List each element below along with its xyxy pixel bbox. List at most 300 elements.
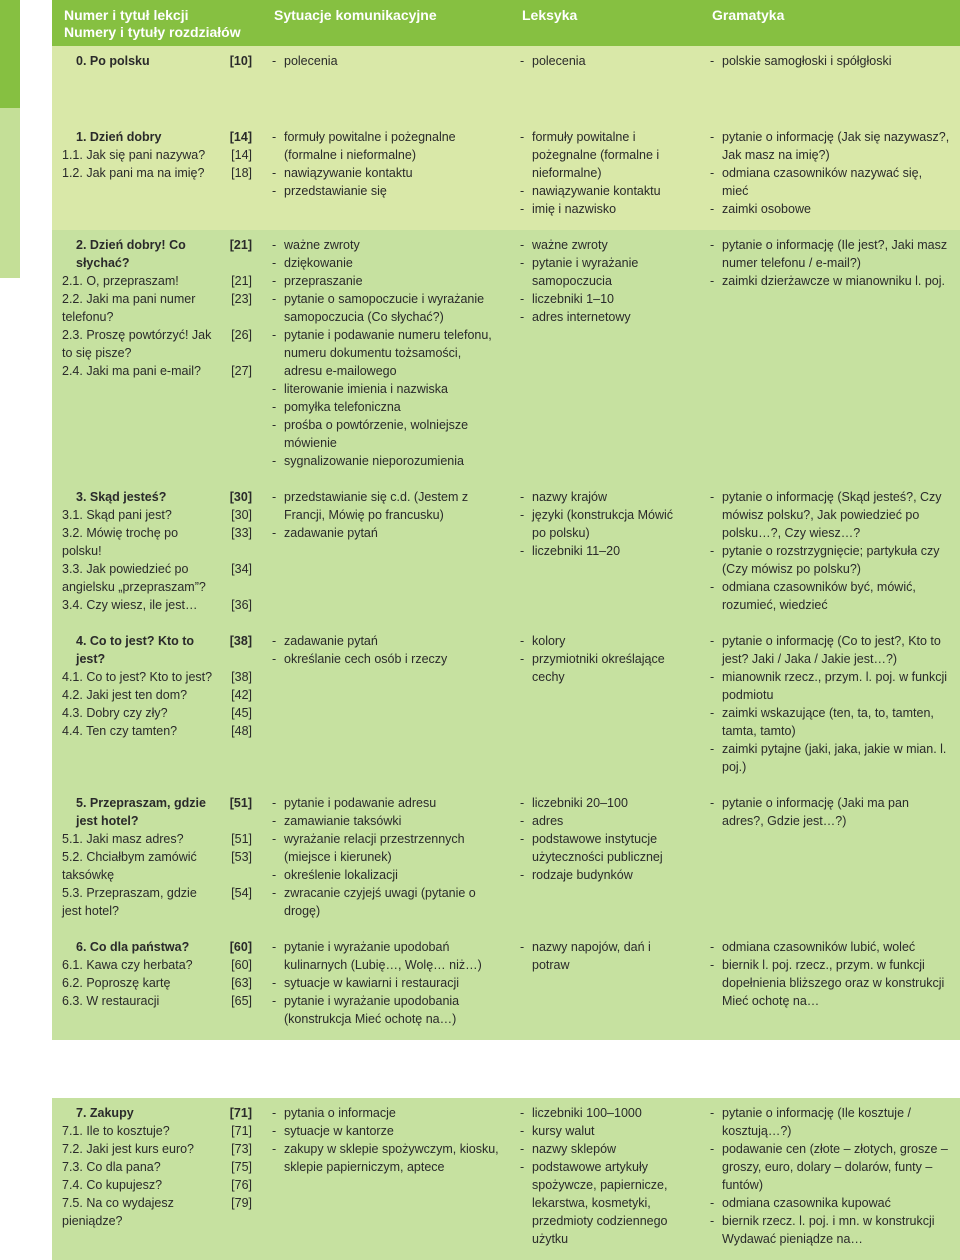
lesson-title: 4. Co to jest? Kto to jest? bbox=[76, 634, 195, 666]
lesson-title: 4.4. Ten czy tamten? bbox=[62, 724, 178, 738]
list-item-text: dziękowanie bbox=[284, 256, 353, 270]
bullet-dash: - bbox=[520, 490, 525, 504]
leksyka-cell bbox=[510, 932, 700, 1040]
lesson-entry bbox=[62, 1194, 252, 1230]
list-item-text: sytuacje w kantorze bbox=[284, 1124, 394, 1138]
list-item bbox=[272, 452, 500, 470]
bullet-dash: - bbox=[710, 238, 715, 252]
gramatyka-cell bbox=[700, 788, 960, 932]
table-row bbox=[52, 122, 960, 230]
list-item-text: mianownik rzecz., przym. l. poj. w funkcji podmiotu bbox=[722, 670, 948, 702]
lesson-page: [34] bbox=[231, 562, 252, 576]
lesson-title: 7. Zakupy bbox=[76, 1106, 134, 1120]
list-item bbox=[710, 632, 950, 668]
bullet-dash: - bbox=[272, 886, 277, 900]
list-item-text: pytanie i wyrażanie upodobania (konstrukcja Mieć ochotę na…) bbox=[284, 994, 460, 1026]
bullet-dash: - bbox=[272, 292, 277, 306]
list-item-text: biernik rzecz. l. poj. i mn. w konstrukcji Wydawać pieniądze na… bbox=[722, 1214, 935, 1246]
list-item-text: zaimki pytajne (jaki, jaka, jakie w mian. l. poj.) bbox=[722, 742, 947, 774]
list-item bbox=[272, 866, 500, 884]
list-item bbox=[710, 200, 950, 218]
list-item bbox=[710, 52, 950, 70]
lesson-page: [45] bbox=[231, 706, 252, 720]
lesson-page: [73] bbox=[231, 1142, 252, 1156]
table-row bbox=[52, 46, 960, 82]
list-item-text: odmiana czasowników nazywać się, mieć bbox=[722, 166, 923, 198]
list-item-text: polskie samogłoski i spółgłoski bbox=[722, 54, 892, 68]
list-item bbox=[520, 866, 690, 884]
bullet-dash: - bbox=[520, 508, 525, 522]
bullet-dash: - bbox=[520, 1106, 525, 1120]
lesson-entry bbox=[62, 164, 252, 182]
bullet-dash: - bbox=[272, 1124, 277, 1138]
list-item-text: liczebniki 20–100 bbox=[532, 796, 628, 810]
lessons-cell bbox=[52, 122, 262, 230]
list-item bbox=[520, 1158, 690, 1248]
leksyka-cell bbox=[510, 230, 700, 482]
bullet-dash: - bbox=[710, 274, 715, 288]
lesson-page: [75] bbox=[231, 1160, 252, 1174]
table-row bbox=[52, 230, 960, 482]
lesson-page: [36] bbox=[231, 598, 252, 612]
list-item bbox=[710, 1104, 950, 1140]
list-item bbox=[272, 272, 500, 290]
list-item-text: podstawowe instytucje użyteczności publicznej bbox=[532, 832, 663, 864]
list-item bbox=[520, 650, 690, 686]
lesson-page: [42] bbox=[231, 688, 252, 702]
list-item-text: kolory bbox=[532, 634, 566, 648]
header-lexis: Leksyka bbox=[510, 0, 700, 46]
lesson-entry bbox=[62, 1158, 252, 1176]
list-item-text: kursy walut bbox=[532, 1124, 595, 1138]
bullet-dash: - bbox=[272, 166, 277, 180]
spacer-cell bbox=[52, 82, 262, 122]
list-item bbox=[272, 632, 500, 650]
gramatyka-cell bbox=[700, 626, 960, 788]
gramatyka-cell bbox=[700, 230, 960, 482]
lesson-title: 3.1. Skąd pani jest? bbox=[62, 508, 172, 522]
bullet-dash: - bbox=[520, 292, 525, 306]
sytuacje-cell bbox=[262, 122, 510, 230]
list-item bbox=[272, 650, 500, 668]
lesson-title: 4.3. Dobry czy zły? bbox=[62, 706, 168, 720]
list-item-text: przymiotniki określające cechy bbox=[532, 652, 665, 684]
lesson-page: [79] bbox=[231, 1196, 252, 1210]
bullet-dash: - bbox=[710, 796, 715, 810]
lessons-cell bbox=[52, 932, 262, 1040]
bullet-dash: - bbox=[272, 526, 277, 540]
gramatyka-cell bbox=[700, 1098, 960, 1260]
bullet-dash: - bbox=[272, 796, 277, 810]
bullet-dash: - bbox=[272, 868, 277, 882]
spacer-cell bbox=[700, 82, 960, 122]
list-item bbox=[272, 974, 500, 992]
leksyka-cell bbox=[510, 122, 700, 230]
list-item-text: odmiana czasownika kupować bbox=[722, 1196, 891, 1210]
sytuacje-cell bbox=[262, 482, 510, 626]
list-item-text: pytanie i podawanie numeru telefonu, numeru dokumentu tożsamości, adresu e-mailowego bbox=[284, 328, 492, 378]
lesson-page: [53] bbox=[231, 850, 252, 864]
bullet-dash: - bbox=[272, 994, 277, 1008]
list-item bbox=[520, 200, 690, 218]
list-item bbox=[272, 290, 500, 326]
list-item-text: zaimki dzierżawcze w mianowniku l. poj. bbox=[722, 274, 945, 288]
lesson-page: [76] bbox=[231, 1178, 252, 1192]
bullet-dash: - bbox=[520, 184, 525, 198]
list-item-text: liczebniki 11–20 bbox=[532, 544, 621, 558]
list-item bbox=[520, 290, 690, 308]
bullet-dash: - bbox=[272, 328, 277, 342]
bullet-dash: - bbox=[710, 544, 715, 558]
lesson-title: 1. Dzień dobry bbox=[76, 130, 162, 144]
header-situations: Sytuacje komunikacyjne bbox=[262, 0, 510, 46]
bullet-dash: - bbox=[520, 868, 525, 882]
lesson-page: [23] bbox=[231, 292, 252, 306]
lesson-page: [48] bbox=[231, 724, 252, 738]
list-item-text: odmiana czasowników lubić, woleć bbox=[722, 940, 916, 954]
bullet-dash: - bbox=[272, 382, 277, 396]
lesson-title: 1.2. Jak pani ma na imię? bbox=[62, 166, 205, 180]
list-item bbox=[272, 830, 500, 866]
bullet-dash: - bbox=[272, 832, 277, 846]
bullet-dash: - bbox=[710, 166, 715, 180]
leksyka-cell bbox=[510, 788, 700, 932]
list-item bbox=[710, 164, 950, 200]
list-item-text: pytanie o informację (Ile jest?, Jaki masz numer telefonu / e-mail?) bbox=[722, 238, 948, 270]
lesson-page: [14] bbox=[231, 148, 252, 162]
bullet-dash: - bbox=[520, 256, 525, 270]
gramatyka-cell bbox=[700, 932, 960, 1040]
list-item-text: nazwy napojów, dań i potraw bbox=[532, 940, 651, 972]
lesson-entry bbox=[62, 830, 252, 848]
row-spacer bbox=[52, 82, 960, 122]
bullet-dash: - bbox=[710, 1106, 715, 1120]
list-item-text: adres internetowy bbox=[532, 310, 631, 324]
bullet-dash: - bbox=[520, 1124, 525, 1138]
lesson-entry bbox=[62, 596, 252, 614]
table-row bbox=[52, 788, 960, 932]
spacer-cell bbox=[510, 1040, 700, 1098]
bullet-dash: - bbox=[520, 130, 525, 144]
list-item-text: sytuacje w kawiarni i restauracji bbox=[284, 976, 460, 990]
lesson-page: [30] bbox=[231, 508, 252, 522]
bullet-dash: - bbox=[272, 238, 277, 252]
list-item bbox=[710, 668, 950, 704]
list-item-text: liczebniki 1–10 bbox=[532, 292, 614, 306]
lesson-entry bbox=[62, 992, 252, 1010]
lesson-title: 6.1. Kawa czy herbata? bbox=[62, 958, 193, 972]
bullet-dash: - bbox=[272, 634, 277, 648]
list-item bbox=[272, 1122, 500, 1140]
list-item bbox=[272, 164, 500, 182]
list-item bbox=[520, 542, 690, 560]
lesson-page: [27] bbox=[231, 364, 252, 378]
lesson-page: [51] bbox=[229, 796, 252, 810]
list-item bbox=[710, 128, 950, 164]
lesson-title: 5.2. Chciałbym zamówić taksówkę bbox=[62, 850, 197, 882]
leksyka-cell bbox=[510, 626, 700, 788]
list-item-text: biernik l. poj. rzecz., przym. w funkcji dopełnienia bliższego oraz w konstrukcji Mieć ochotę na… bbox=[722, 958, 945, 1008]
list-item bbox=[272, 380, 500, 398]
list-item bbox=[272, 488, 500, 524]
lesson-title: 0. Po polsku bbox=[76, 54, 150, 68]
list-item-text: zaimki wskazujące (ten, ta, to, tamten, tamta, tamto) bbox=[722, 706, 934, 738]
bullet-dash: - bbox=[520, 1160, 525, 1174]
list-item-text: pytanie o informację (Ile kosztuje / kosztują…?) bbox=[722, 1106, 911, 1138]
lesson-title: 6.2. Poproszę kartę bbox=[62, 976, 171, 990]
bullet-dash: - bbox=[710, 634, 715, 648]
list-item-text: pytanie o informację (Co to jest?, Kto to jest? Jaki / Jaka / Jakie jest…?) bbox=[722, 634, 941, 666]
lesson-title: 7.4. Co kupujesz? bbox=[62, 1178, 163, 1192]
list-item bbox=[520, 236, 690, 254]
lesson-title: 2.3. Proszę powtórzyć! Jak to się pisze? bbox=[62, 328, 212, 360]
list-item-text: pytania o informacje bbox=[284, 1106, 396, 1120]
lesson-entry bbox=[62, 290, 252, 326]
list-item-text: pytanie o informację (Skąd jesteś?, Czy mówisz polsku?, Jak powiedzieć po polsku…?, Czy wiesz…? bbox=[722, 490, 942, 540]
list-item bbox=[520, 254, 690, 290]
list-item bbox=[520, 830, 690, 866]
bullet-dash: - bbox=[272, 400, 277, 414]
bullet-dash: - bbox=[710, 130, 715, 144]
list-item bbox=[272, 182, 500, 200]
lessons-cell bbox=[52, 1098, 262, 1260]
lesson-page: [65] bbox=[231, 994, 252, 1008]
bullet-dash: - bbox=[520, 814, 525, 828]
list-item-text: pytanie i wyrażanie upodobań kulinarnych (Lubię…, Wolę… niż…) bbox=[284, 940, 482, 972]
lesson-entry bbox=[62, 362, 252, 380]
bullet-dash: - bbox=[520, 832, 525, 846]
gramatyka-cell bbox=[700, 122, 960, 230]
table-row bbox=[52, 1098, 960, 1260]
lesson-title: 3. Skąd jesteś? bbox=[76, 490, 167, 504]
lessons-cell bbox=[52, 46, 262, 82]
spacer-cell bbox=[700, 1040, 960, 1098]
list-item bbox=[710, 578, 950, 614]
lesson-entry bbox=[62, 236, 252, 272]
list-item-text: zamawianie taksówki bbox=[284, 814, 402, 828]
list-item bbox=[710, 1212, 950, 1248]
left-accent-stripe bbox=[0, 0, 20, 108]
list-item bbox=[272, 938, 500, 974]
list-item-text: podawanie cen (złote – złotych, grosze – groszy, euro, dolary – dolarów, funty – funtów) bbox=[722, 1142, 948, 1192]
sytuacje-cell bbox=[262, 46, 510, 82]
lesson-title: 3.4. Czy wiesz, ile jest… bbox=[62, 598, 198, 612]
lesson-entry bbox=[62, 668, 252, 686]
sytuacje-cell bbox=[262, 788, 510, 932]
lesson-title: 1.1. Jak się pani nazywa? bbox=[62, 148, 206, 162]
lesson-entry bbox=[62, 326, 252, 362]
list-item-text: nazwy sklepów bbox=[532, 1142, 617, 1156]
bullet-dash: - bbox=[272, 1106, 277, 1120]
list-item-text: wyrażanie relacji przestrzennych (miejsce i kierunek) bbox=[284, 832, 465, 864]
bullet-dash: - bbox=[272, 54, 277, 68]
bullet-dash: - bbox=[272, 256, 277, 270]
lesson-title: 5.1. Jaki masz adres? bbox=[62, 832, 184, 846]
syllabus-table bbox=[52, 0, 960, 1260]
list-item-text: ważne zwroty bbox=[532, 238, 608, 252]
list-item-text: ważne zwroty bbox=[284, 238, 360, 252]
list-item bbox=[520, 938, 690, 974]
list-item bbox=[520, 794, 690, 812]
list-item bbox=[520, 812, 690, 830]
lesson-entry bbox=[62, 704, 252, 722]
lesson-page: [60] bbox=[231, 958, 252, 972]
bullet-dash: - bbox=[272, 454, 277, 468]
sytuacje-cell bbox=[262, 1098, 510, 1260]
lesson-page: [60] bbox=[229, 940, 252, 954]
list-item-text: nazwy krajów bbox=[532, 490, 608, 504]
bullet-dash: - bbox=[272, 940, 277, 954]
header-lesson-title-line2: Numery i tytuły rozdziałów bbox=[64, 24, 241, 40]
lesson-entry bbox=[62, 146, 252, 164]
list-item bbox=[520, 308, 690, 326]
bullet-dash: - bbox=[272, 976, 277, 990]
list-item-text: prośba o powtórzenie, wolniejsze mówienie bbox=[284, 418, 469, 450]
lesson-page: [63] bbox=[231, 976, 252, 990]
bullet-dash: - bbox=[272, 274, 277, 288]
lesson-page: [10] bbox=[229, 54, 252, 68]
list-item-text: zakupy w sklepie spożywczym, kiosku, sklepie papierniczym, aptece bbox=[284, 1142, 499, 1174]
lesson-page: [21] bbox=[231, 274, 252, 288]
lesson-entry bbox=[62, 128, 252, 146]
table-header bbox=[52, 0, 960, 46]
lesson-entry bbox=[62, 884, 252, 920]
list-item-text: formuły powitalne i pożegnalne (formalne i nieformalne) bbox=[284, 130, 456, 162]
list-item bbox=[272, 794, 500, 812]
row-spacer bbox=[52, 1040, 960, 1098]
list-item bbox=[710, 272, 950, 290]
list-item bbox=[520, 506, 690, 542]
lesson-entry bbox=[62, 974, 252, 992]
lesson-page: [14] bbox=[229, 130, 252, 144]
list-item-text: zwracanie czyjejś uwagi (pytanie o drogę) bbox=[284, 886, 476, 918]
table-row bbox=[52, 626, 960, 788]
lesson-entry bbox=[62, 794, 252, 830]
lesson-entry bbox=[62, 272, 252, 290]
bullet-dash: - bbox=[710, 706, 715, 720]
lesson-page: [38] bbox=[231, 670, 252, 684]
list-item bbox=[272, 416, 500, 452]
list-item bbox=[272, 326, 500, 380]
bullet-dash: - bbox=[520, 796, 525, 810]
sytuacje-cell bbox=[262, 932, 510, 1040]
list-item-text: pomyłka telefoniczna bbox=[284, 400, 401, 414]
lesson-title: 6. Co dla państwa? bbox=[76, 940, 190, 954]
bullet-dash: - bbox=[520, 634, 525, 648]
lesson-title: 7.3. Co dla pana? bbox=[62, 1160, 161, 1174]
bullet-dash: - bbox=[520, 54, 525, 68]
lesson-page: [71] bbox=[229, 1106, 252, 1120]
list-item bbox=[710, 542, 950, 578]
list-item bbox=[520, 1122, 690, 1140]
lesson-title: 2. Dzień dobry! Co słychać? bbox=[76, 238, 186, 270]
list-item bbox=[710, 1194, 950, 1212]
lesson-title: 5. Przepraszam, gdzie jest hotel? bbox=[76, 796, 206, 828]
bullet-dash: - bbox=[520, 652, 525, 666]
lesson-page: [21] bbox=[229, 238, 252, 252]
lesson-entry bbox=[62, 686, 252, 704]
list-item bbox=[710, 236, 950, 272]
list-item-text: pytanie o samopoczucie i wyrażanie samopoczucia (Co słychać?) bbox=[284, 292, 485, 324]
list-item bbox=[272, 1140, 500, 1176]
bullet-dash: - bbox=[520, 544, 525, 558]
list-item-text: formuły powitalne i pożegnalne (formalne i nieformalne) bbox=[532, 130, 660, 180]
bullet-dash: - bbox=[272, 490, 277, 504]
spacer-cell bbox=[262, 82, 510, 122]
list-item-text: zaimki osobowe bbox=[722, 202, 811, 216]
list-item bbox=[520, 1104, 690, 1122]
list-item-text: podstawowe artykuły spożywcze, papiernicze, lekarstwa, kosmetyki, przedmioty codziennego użytku bbox=[532, 1160, 668, 1246]
bullet-dash: - bbox=[710, 742, 715, 756]
lesson-page: [26] bbox=[231, 328, 252, 342]
list-item-text: pytanie i wyrażanie samopoczucia bbox=[532, 256, 639, 288]
bullet-dash: - bbox=[710, 54, 715, 68]
lesson-entry bbox=[62, 722, 252, 740]
table-row bbox=[52, 482, 960, 626]
lessons-cell bbox=[52, 482, 262, 626]
list-item bbox=[710, 1140, 950, 1194]
bullet-dash: - bbox=[520, 238, 525, 252]
header-lesson-title bbox=[52, 0, 262, 46]
sytuacje-cell bbox=[262, 230, 510, 482]
lesson-title: 7.2. Jaki jest kurs euro? bbox=[62, 1142, 195, 1156]
list-item-text: odmiana czasowników być, mówić, rozumieć, wiedzieć bbox=[722, 580, 916, 612]
lesson-entry bbox=[62, 506, 252, 524]
lesson-page: [51] bbox=[231, 832, 252, 846]
list-item bbox=[710, 488, 950, 542]
lesson-entry bbox=[62, 956, 252, 974]
list-item bbox=[272, 992, 500, 1028]
list-item-text: przedstawianie się c.d. (Jestem z Francji, Mówię po francusku) bbox=[284, 490, 469, 522]
list-item bbox=[272, 236, 500, 254]
spacer-cell bbox=[262, 1040, 510, 1098]
lesson-page: [18] bbox=[231, 166, 252, 180]
lesson-title: 6.3. W restauracji bbox=[62, 994, 160, 1008]
lesson-title: 2.4. Jaki ma pani e-mail? bbox=[62, 364, 201, 378]
list-item-text: pytanie i podawanie adresu bbox=[284, 796, 437, 810]
leksyka-cell bbox=[510, 1098, 700, 1260]
list-item-text: określenie lokalizacji bbox=[284, 868, 398, 882]
bullet-dash: - bbox=[710, 1142, 715, 1156]
list-item bbox=[520, 52, 690, 70]
list-item bbox=[272, 524, 500, 542]
list-item-text: języki (konstrukcja Mówić po polsku) bbox=[532, 508, 674, 540]
leksyka-cell bbox=[510, 482, 700, 626]
bullet-dash: - bbox=[520, 1142, 525, 1156]
list-item-text: imię i nazwisko bbox=[532, 202, 617, 216]
list-item bbox=[272, 884, 500, 920]
header-lesson-title-line1: Numer i tytuł lekcji bbox=[64, 7, 189, 23]
lesson-title: 2.2. Jaki ma pani numer telefonu? bbox=[62, 292, 196, 324]
table-row bbox=[52, 932, 960, 1040]
gramatyka-cell bbox=[700, 46, 960, 82]
list-item-text: adres bbox=[532, 814, 564, 828]
lesson-title: 7.1. Ile to kosztuje? bbox=[62, 1124, 170, 1138]
lesson-title: 5.3. Przepraszam, gdzie jest hotel? bbox=[62, 886, 197, 918]
list-item bbox=[520, 1140, 690, 1158]
lesson-title: 3.3. Jak powiedzieć po angielsku „przepraszam”? bbox=[62, 562, 206, 594]
lesson-page: [33] bbox=[231, 526, 252, 540]
list-item bbox=[710, 938, 950, 956]
bullet-dash: - bbox=[710, 202, 715, 216]
lesson-entry bbox=[62, 1176, 252, 1194]
list-item bbox=[272, 52, 500, 70]
list-item-text: zadawanie pytań bbox=[284, 634, 378, 648]
bullet-dash: - bbox=[710, 490, 715, 504]
list-item-text: nawiązywanie kontaktu bbox=[284, 166, 413, 180]
lesson-page: [30] bbox=[229, 490, 252, 504]
spacer-cell bbox=[52, 1040, 262, 1098]
